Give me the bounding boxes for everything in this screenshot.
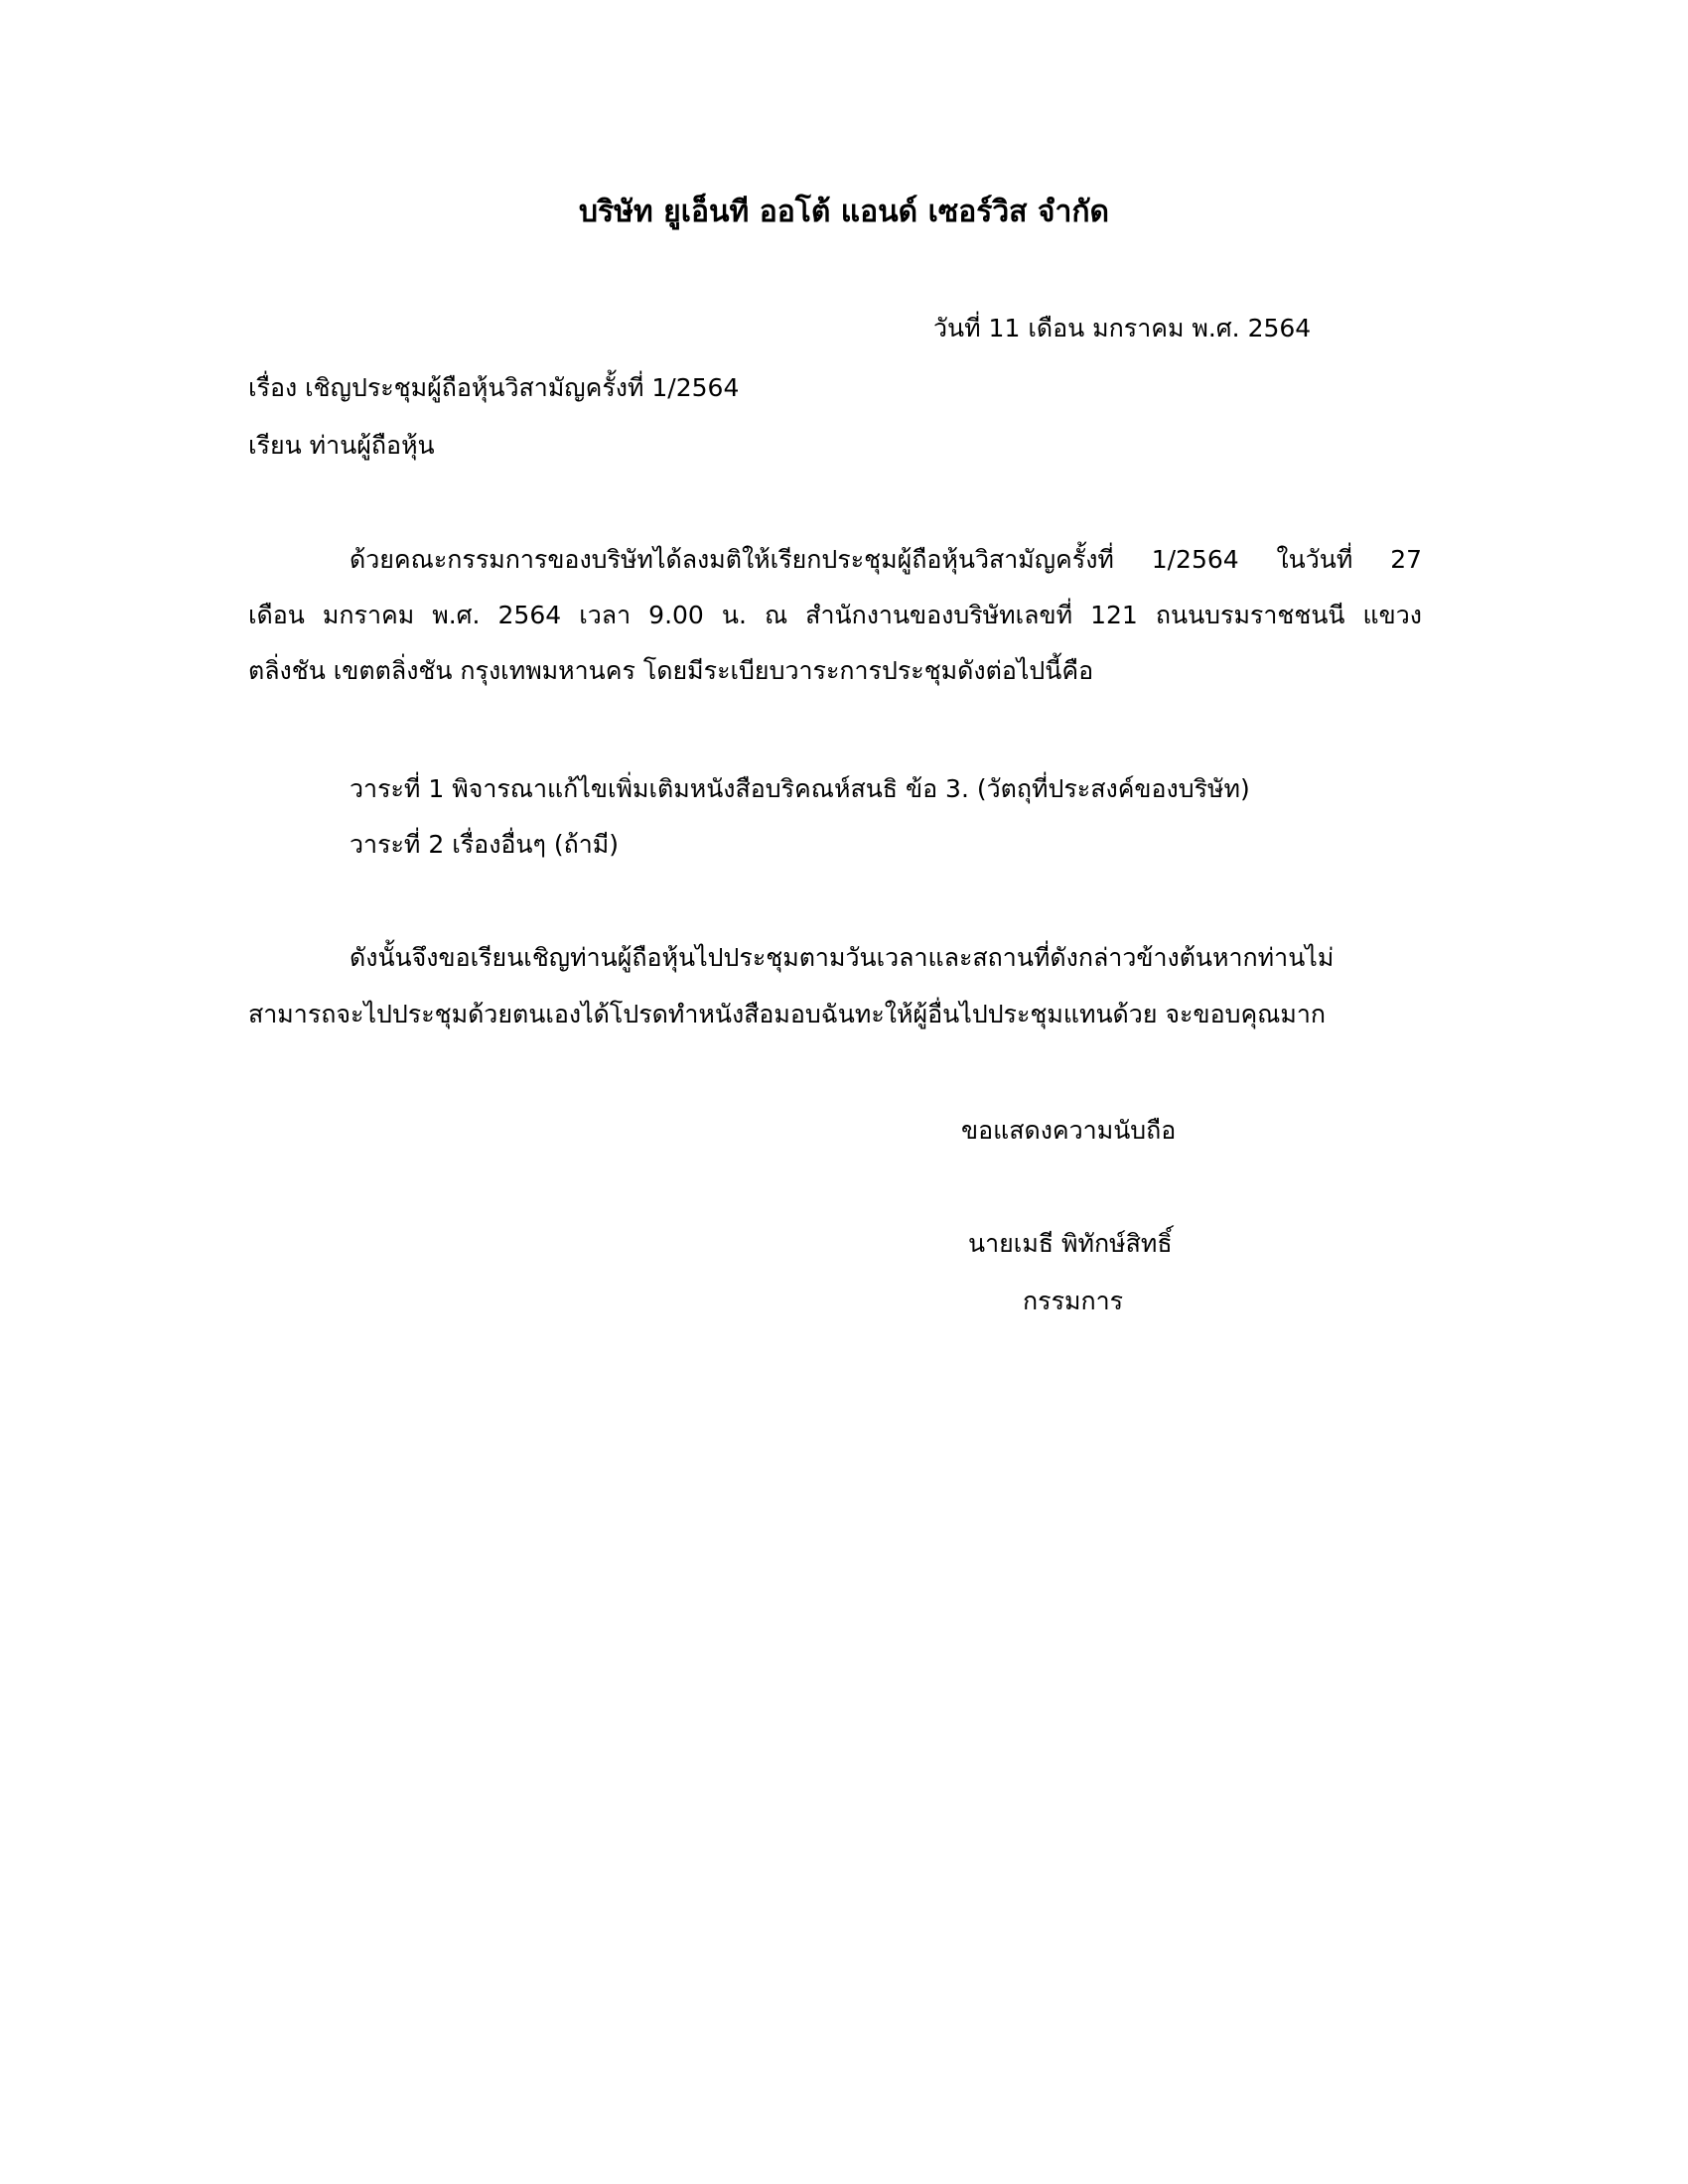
agenda-item-1: วาระที่ 1 พิจารณาแก้ไขเพิ่มเติมหนังสือบริคณห์สนธิ ข้อ 3. (วัตถุที่ประสงค์ของบริษัท) xyxy=(350,774,1250,803)
company-name-heading: บริษัท ยูเอ็นที ออโต้ แอนด์ เซอร์วิส จำกัด xyxy=(578,195,1109,229)
paragraph-1-line-3: ตลิ่งชัน เขตตลิ่งชัน กรุงเทพมหานคร โดยมีระเบียบวาระการประชุมดังต่อไปนี้คือ xyxy=(248,656,1094,685)
paragraph-2-line-2: สามารถจะไปประชุมด้วยตนเองได้โปรดทำหนังสือมอบฉันทะให้ผู้อื่นไปประชุมแทนด้วย จะขอบคุณมาก xyxy=(248,1000,1327,1028)
date-line: วันที่ 11 เดือน มกราคม พ.ศ. 2564 xyxy=(933,314,1312,342)
signatory-title: กรรมการ xyxy=(1023,1287,1124,1315)
closing-salutation: ขอแสดงความนับถือ xyxy=(961,1116,1177,1145)
agenda-item-2: วาระที่ 2 เรื่องอื่นๆ (ถ้ามี) xyxy=(350,830,620,859)
paragraph-1-line-1: ด้วยคณะกรรมการของบริษัทได้ลงมติให้เรียกประชุมผู้ถือหุ้นวิสามัญครั้งที่ 1/2564 ในวันที่ 27 xyxy=(350,545,1422,574)
paragraph-1-line-2: เดือน มกราคม พ.ศ. 2564 เวลา 9.00 น. ณ สำนักงานของบริษัทเลขที่ 121 ถนนบรมราชชนนี แขวง xyxy=(248,601,1422,629)
subject-line: เรื่อง เชิญประชุมผู้ถือหุ้นวิสามัญครั้งที่ 1/2564 xyxy=(248,373,740,402)
recipient-line: เรียน ท่านผู้ถือหุ้น xyxy=(248,431,435,460)
paragraph-2-line-1: ดังนั้นจึงขอเรียนเชิญท่านผู้ถือหุ้นไปประชุมตามวันเวลาและสถานที่ดังกล่าวข้างต้นหากท่านไม่ xyxy=(350,943,1335,972)
signatory-name: นายเมธี พิทักษ์สิทธิ์ xyxy=(968,1229,1173,1258)
